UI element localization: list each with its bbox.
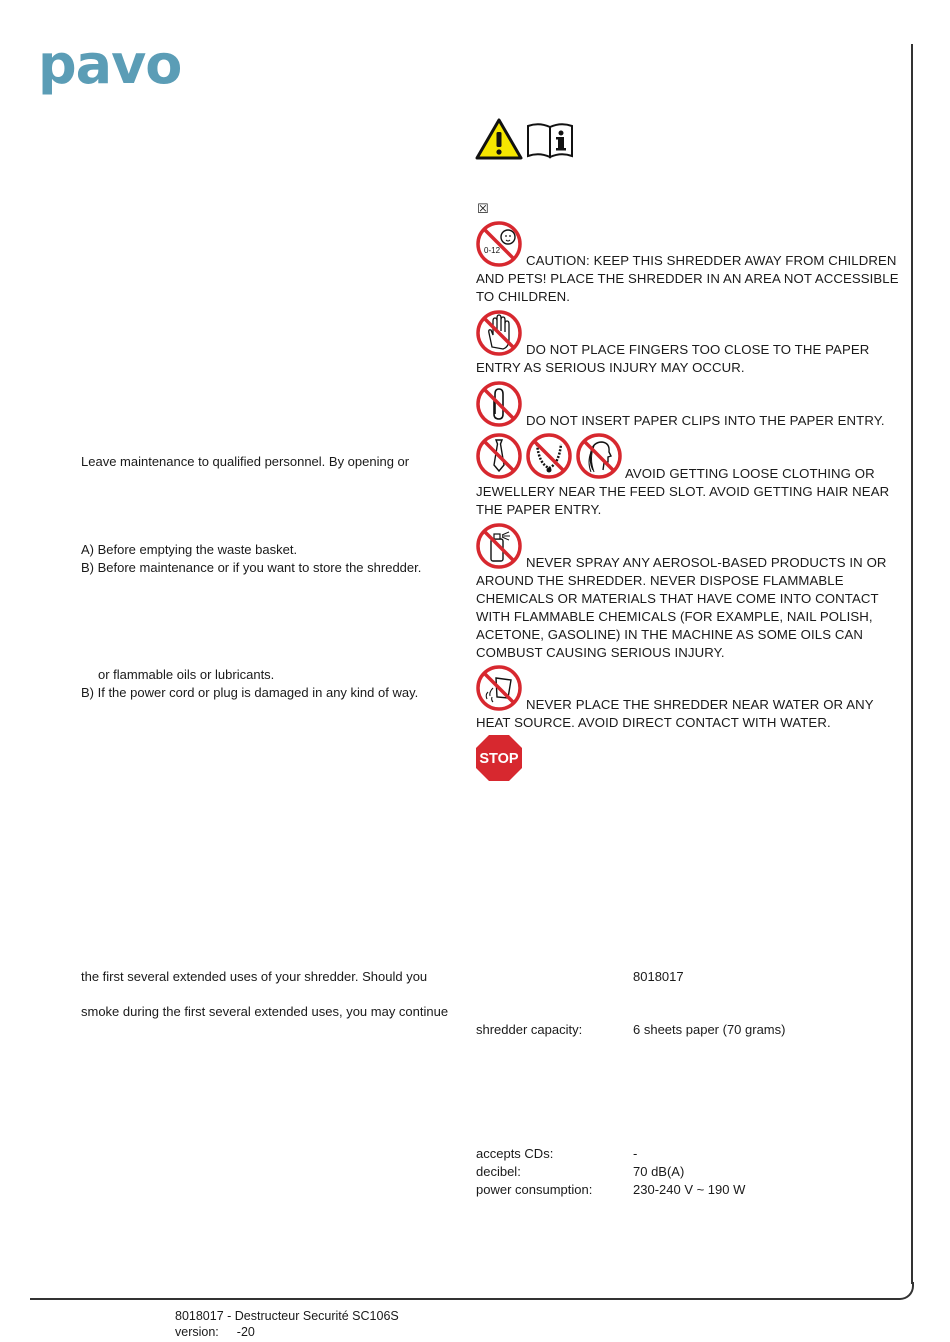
warning-triangle-icon <box>475 118 523 160</box>
stop-label: STOP <box>479 751 519 767</box>
footer-version-label: version: <box>175 1325 219 1339</box>
power-consumption-label: power consumption: <box>476 1182 593 1197</box>
checkbox-glyph: ☒ <box>477 201 489 216</box>
article-number-value: 8018017 <box>633 969 684 984</box>
warning-clips-text: DO NOT INSERT PAPER CLIPS INTO THE PAPER ENTRY. <box>526 413 885 428</box>
warning-water-text: NEVER PLACE THE SHREDDER NEAR WATER OR ANY HEAT SOURCE. AVOID DIRECT CONTACT WITH WATER. <box>476 697 874 730</box>
warning-children-text: CAUTION: KEEP THIS SHREDDER AWAY FROM CHILDREN AND PETS! PLACE THE SHREDDER IN AN AREA NOT ACCESSIBLE TO CHILDREN. <box>476 253 899 304</box>
accepts-cds-label: accepts CDs: <box>476 1146 554 1161</box>
maintenance-text: Leave maintenance to qualified personnel. By opening or <box>81 454 410 469</box>
footer-version-value: -20 <box>236 1325 255 1339</box>
capacity-label: shredder capacity: <box>476 1022 583 1037</box>
brand-logo: pavo <box>38 33 182 96</box>
accepts-cds-value: - <box>633 1146 638 1161</box>
page-border-right <box>911 44 913 1284</box>
age-badge: 0-12 <box>484 246 501 255</box>
unplug-item-b: B) Before maintenance or if you want to store the shredder. <box>81 560 422 575</box>
decibel-label: decibel: <box>476 1164 521 1179</box>
decibel-value: 70 dB(A) <box>633 1164 685 1179</box>
first-uses-text: the first several extended uses of your shredder. Should you <box>81 969 428 984</box>
power-consumption-value: 230-240 V ~ 190 W <box>633 1182 746 1197</box>
page-border-bottom <box>30 1298 896 1300</box>
capacity-value: 6 sheets paper (70 grams) <box>633 1022 786 1037</box>
stop-sign-icon <box>475 734 523 782</box>
warning-clothing-text: AVOID GETTING LOOSE CLOTHING OR JEWELLERY NEAR THE FEED SLOT. AVOID GETTING HAIR NEAR THE PAPER ENTRY. <box>476 466 890 517</box>
warning-aerosol-text: NEVER SPRAY ANY AEROSOL-BASED PRODUCTS IN OR AROUND THE SHREDDER. NEVER DISPOSE FLAMMABLE CHEMICALS OR MATERIALS THAT HAVE COME INTO CONTACT WITH FLAMMABLE CHEMICALS (FOR EXAMPLE, NAIL POLISH, ACETONE, GASOLINE) IN THE MACHINE AS SOME OILS CAN COMBUST CAUSING SERIOUS INJURY. <box>476 555 887 660</box>
footer-product: 8018017 - Destructeur Securité SC106S <box>175 1309 399 1323</box>
read-manual-icon <box>525 121 575 159</box>
warning-fingers-text: DO NOT PLACE FINGERS TOO CLOSE TO THE PAPER ENTRY AS SERIOUS INJURY MAY OCCUR. <box>476 342 870 375</box>
footer-version <box>175 1324 255 1340</box>
smoke-text: smoke during the first several extended uses, you may continue <box>81 1004 449 1019</box>
unplug-item-a: A) Before emptying the waste basket. <box>81 542 298 557</box>
power-cord-item-b: B) If the power cord or plug is damaged in any kind of way. <box>81 685 419 700</box>
page-border-corner <box>896 1282 914 1300</box>
oils-text: or flammable oils or lubricants. <box>98 667 275 682</box>
